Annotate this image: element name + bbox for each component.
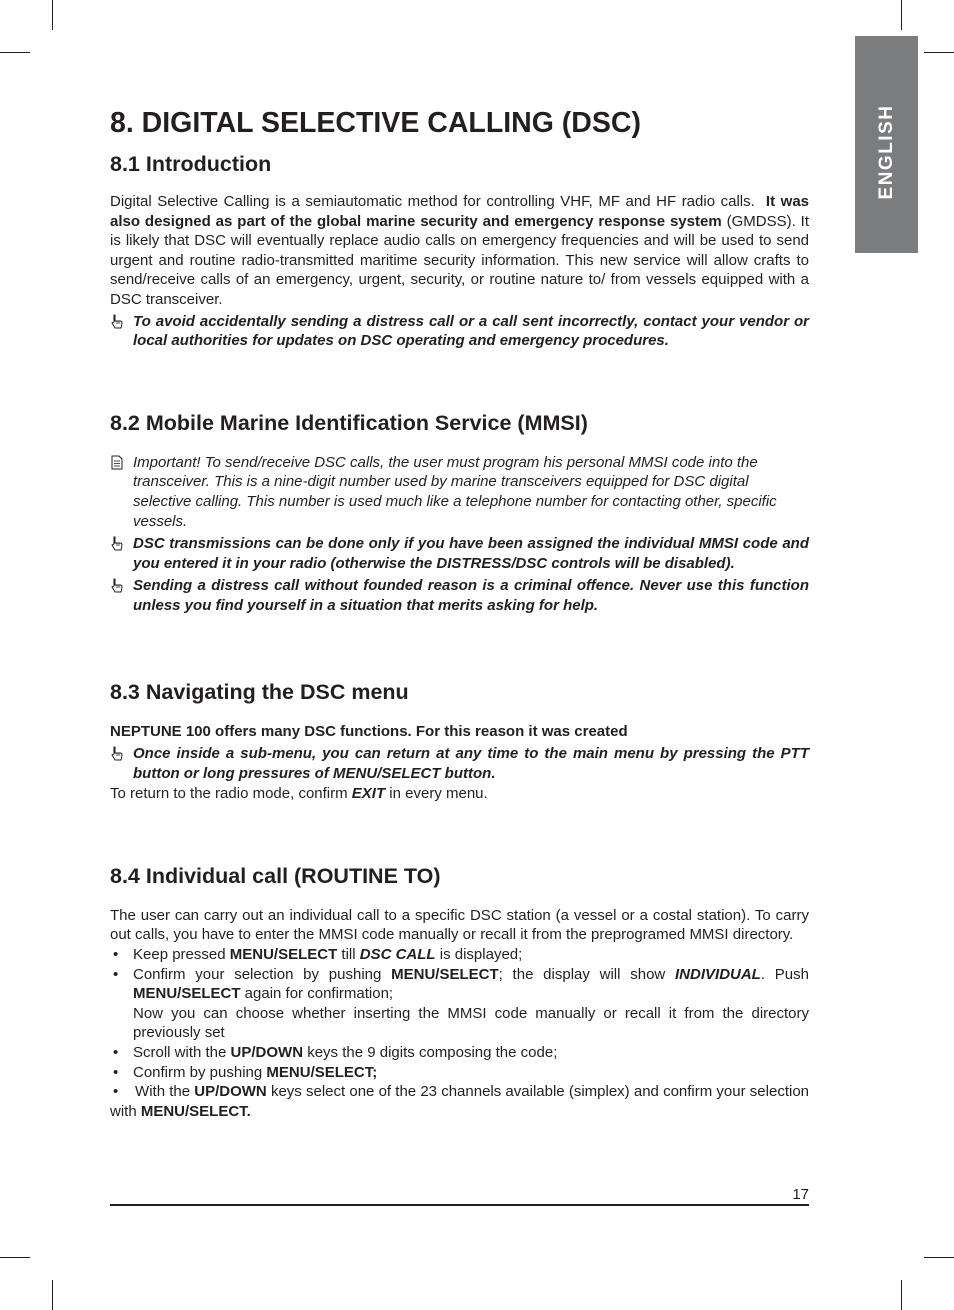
- crop-mark: [0, 52, 30, 53]
- pointing-hand-icon: [110, 536, 124, 551]
- crop-mark: [52, 1280, 53, 1310]
- list-item: • Keep pressed MENU/SELECT till DSC CALL is displayed;: [113, 946, 523, 964]
- dsc-menu-lead: NEPTUNE 100 offers many DSC functions. For this reason it was created: [110, 722, 628, 740]
- mmsi-note: DSC transmissions can be done only if you have been assigned the individual MMSI code and you entered it in your radio (otherwise the DISTRESS/DSC controls will be disabled).: [110, 534, 809, 573]
- page-number: 17: [792, 1186, 809, 1203]
- footer-rule: [110, 1204, 809, 1206]
- individual-call-intro: The user can carry out an individual call to a specific DSC station (a vessel or a costal station). To carry out calls, you have to enter the MMSI code manually or recall it from the preprogramed MMSI directory.: [110, 906, 809, 944]
- list-item: • With the UP/DOWN keys select one of the 23 channels available (simplex) and confirm your selection with MENU/SELECT.: [110, 1083, 810, 1120]
- list-item: • Scroll with the UP/DOWN keys the 9 digits composing the code;: [113, 1044, 558, 1062]
- list-item-continuation: Now you can choose whether inserting the MMSI code manually or recall it from the directory previously set: [133, 1004, 809, 1042]
- distress-warning-note: Sending a distress call without founded reason is a criminal offence. Never use this function unless you find yourself in a situation that merits asking for help.: [110, 576, 809, 615]
- important-note: Important! To send/receive DSC calls, the user must program his personal MMSI code into the transceiver. This is a nine-digit number used by marine transceivers equipped for DSC digital selective calling. This number is used much like a telephone number for contacting other, specific vessels.: [110, 453, 809, 531]
- section-heading-individual-call: 8.4 Individual call (ROUTINE TO): [110, 863, 441, 888]
- crop-mark: [901, 0, 902, 30]
- section-heading-mmsi: 8.2 Mobile Marine Identification Service (MMSI): [110, 410, 588, 435]
- page-content: [110, 104, 809, 1121]
- intro-paragraph: Digital Selective Calling is a semiautomatic method for controlling VHF, MF and HF radio calls. It was also designed as part of the global marine security and emergency response system (GMDSS). It is likely that DSC will eventually replace audio calls on emergency frequencies and will be used to send urgent and routine radio-transmitted maritime security information. This new service will allow crafts to send/receive calls of an emergency, urgent, security, or routine nature to/ from vessels equipped with a DSC transceiver.: [110, 193, 810, 308]
- crop-mark: [901, 1280, 902, 1310]
- pointing-hand-icon: [110, 578, 124, 593]
- submenu-note: Once inside a sub-menu, you can return at any time to the main menu by pressing the PTT button or long pressures of MENU/SELECT button.: [110, 744, 809, 783]
- crop-mark: [924, 1257, 954, 1258]
- crop-mark: [924, 52, 954, 53]
- document-icon: [110, 455, 124, 470]
- return-instruction: To return to the radio mode, confirm EXIT in every menu.: [110, 785, 488, 803]
- chapter-title: 8. DIGITAL SELECTIVE CALLING (DSC): [110, 107, 641, 139]
- dsc-note: To avoid accidentally sending a distress call or a call sent incorrectly, contact your vendor or local authorities for updates on DSC operating and emergency procedures.: [110, 312, 809, 351]
- section-heading-dsc-menu: 8.3 Navigating the DSC menu: [110, 679, 409, 704]
- crop-mark: [52, 0, 53, 30]
- pointing-hand-icon: [110, 746, 124, 761]
- language-tab-label: ENGLISH: [876, 104, 897, 200]
- crop-mark: [0, 1257, 30, 1258]
- list-item: • Confirm your selection by pushing MENU/SELECT; the display will show INDIVIDUAL. Push MENU/SELECT again for confirmation;: [113, 965, 809, 1003]
- section-heading-introduction: 8.1 Introduction: [110, 152, 272, 176]
- list-item: • Confirm by pushing MENU/SELECT;: [113, 1063, 378, 1081]
- pointing-hand-icon: [110, 314, 124, 329]
